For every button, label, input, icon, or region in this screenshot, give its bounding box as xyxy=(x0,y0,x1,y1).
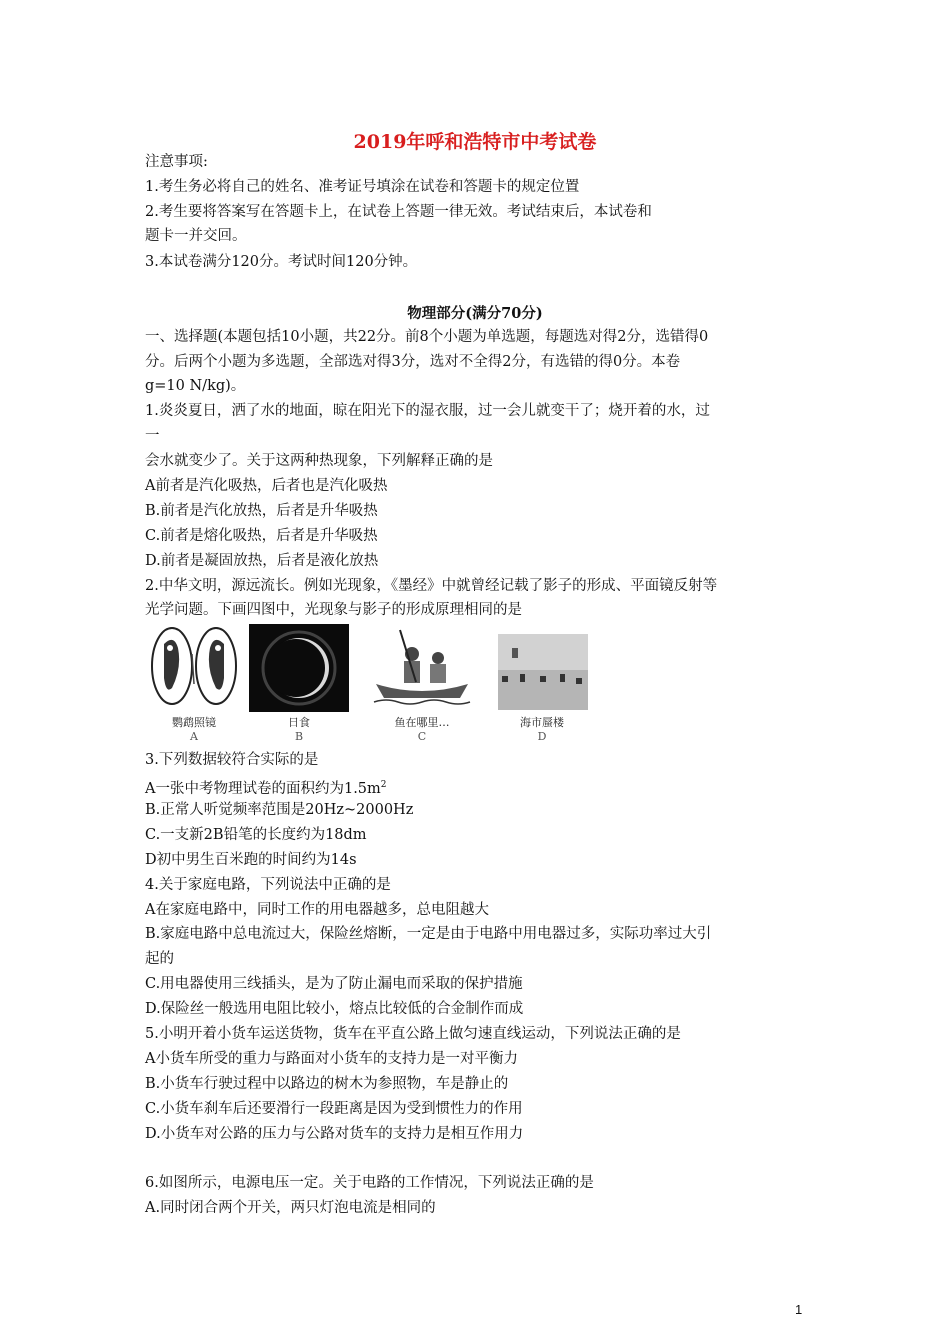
q3-option-a-superscript: 2 xyxy=(380,780,387,790)
parrot-mirror-image xyxy=(144,624,244,712)
q5-option-d: D.小货车对公路的压力与公路对货车的支持力是相互作用力 xyxy=(145,1126,524,1142)
intro-line: 一、选择题(本题包括10小题，共22分。前8个小题为单选题，每题选对得2分，选错得0 xyxy=(145,329,709,345)
q4-option-b-cont: 起的 xyxy=(145,951,174,967)
q1-option-a: A前者是汽化吸热，后者也是汽化吸热 xyxy=(145,478,388,494)
q4-option-b: B.家庭电路中总电流过大，保险丝熔断，一定是由于电路中用电器过多，实际功率过大引 xyxy=(145,926,712,942)
figure-c-caption: 鱼在哪里… xyxy=(394,716,450,729)
figure-d xyxy=(492,624,592,746)
solar-eclipse-image xyxy=(249,624,349,712)
q1-stem: 一 xyxy=(145,428,160,444)
figure-d-letter: D xyxy=(537,730,547,743)
q3-option-a xyxy=(145,775,387,799)
figure-d-caption: 海市蜃楼 xyxy=(520,716,564,729)
q3-option-d: D初中男生百米跑的时间约为14s xyxy=(145,852,357,868)
q4-option-a: A在家庭电路中，同时工作的用电器越多，总电阻越大 xyxy=(145,902,489,918)
q3-option-c: C.一支新2B铅笔的长度约为18dm xyxy=(145,827,367,843)
intro-line: g=10 N/kg)。 xyxy=(145,378,246,394)
q1-option-c: C.前者是熔化吸热，后者是升华吸热 xyxy=(145,528,378,544)
figure-a xyxy=(144,624,244,746)
figure-b-letter: B xyxy=(294,730,304,743)
q5-stem: 5.小明开着小货车运送货物，货车在平直公路上做匀速直线运动，下列说法正确的是 xyxy=(145,1026,681,1042)
q5-option-a: A小货车所受的重力与路面对小货车的支持力是一对平衡力 xyxy=(145,1051,518,1067)
figure-a-letter: A xyxy=(190,730,198,743)
q1-option-d: D.前者是凝固放热，后者是液化放热 xyxy=(145,553,379,569)
q1-option-b: B.前者是汽化放热，后者是升华吸热 xyxy=(145,503,378,519)
intro-line: 分。后两个小题为多选题，全部选对得3分，选对不全得2分，有选错的得0分。本卷 xyxy=(145,354,681,370)
q3-option-b: B.正常人听觉频率范围是20Hz~2000Hz xyxy=(145,802,414,818)
q2-stem: 光学问题。下画四图中，光现象与影子的形成原理相同的是 xyxy=(145,602,522,618)
section-title: 物理部分(满分70分) xyxy=(407,305,543,322)
note-item: 2.考生要将答案写在答题卡上，在试卷上答题一律无效。考试结束后，本试卷和 xyxy=(145,204,652,220)
q4-option-c: C.用电器使用三线插头，是为了防止漏电而采取的保护措施 xyxy=(145,976,523,992)
notes-header: 注意事项: xyxy=(145,154,208,170)
figure-c-letter: C xyxy=(417,730,427,743)
figure-b xyxy=(249,624,349,746)
figure-b-caption: 日食 xyxy=(288,716,310,729)
figure-c xyxy=(372,624,472,746)
q2-figures xyxy=(144,624,592,746)
exam-title: 2019年呼和浩特市中考试卷 xyxy=(353,131,597,153)
q1-stem: 会水就变少了。关于这两种热现象，下列解释正确的是 xyxy=(145,453,493,469)
q3-option-a-text: A一张中考物理试卷的面积约为1.5m xyxy=(145,780,381,797)
q1-stem: 1.炎炎夏日，洒了水的地面，晾在阳光下的湿衣服，过一会儿就变干了；烧开着的水，过 xyxy=(145,403,710,419)
q6-stem: 6.如图所示，电源电压一定。关于电路的工作情况，下列说法正确的是 xyxy=(145,1175,594,1191)
mirage-image xyxy=(492,624,592,712)
q6-option-a: A.同时闭合两个开关，两只灯泡电流是相同的 xyxy=(145,1200,436,1216)
page-number: 1 xyxy=(795,1302,803,1317)
fishing-boat-image xyxy=(372,624,472,712)
note-item: 题卡一并交回。 xyxy=(145,228,247,244)
note-item: 1.考生务必将自己的姓名、准考证号填涂在试卷和答题卡的规定位置 xyxy=(145,179,580,195)
q5-option-c: C.小货车刹车后还要滑行一段距离是因为受到惯性力的作用 xyxy=(145,1101,523,1117)
note-item: 3.本试卷满分120分。考试时间120分钟。 xyxy=(145,254,418,270)
q4-option-d: D.保险丝一般选用电阻比较小，熔点比较低的合金制作而成 xyxy=(145,1001,524,1017)
q5-option-b: B.小货车行驶过程中以路边的树木为参照物，车是静止的 xyxy=(145,1076,509,1092)
figure-a-caption: 鹦鹉照镜 xyxy=(172,716,216,729)
q2-stem: 2.中华文明，源远流长。例如光现象，《墨经》中就曾经记载了影子的形成、平面镜反射等 xyxy=(145,578,718,594)
q3-stem: 3.下列数据较符合实际的是 xyxy=(145,752,319,768)
q4-stem: 4.关于家庭电路，下列说法中正确的是 xyxy=(145,877,391,893)
